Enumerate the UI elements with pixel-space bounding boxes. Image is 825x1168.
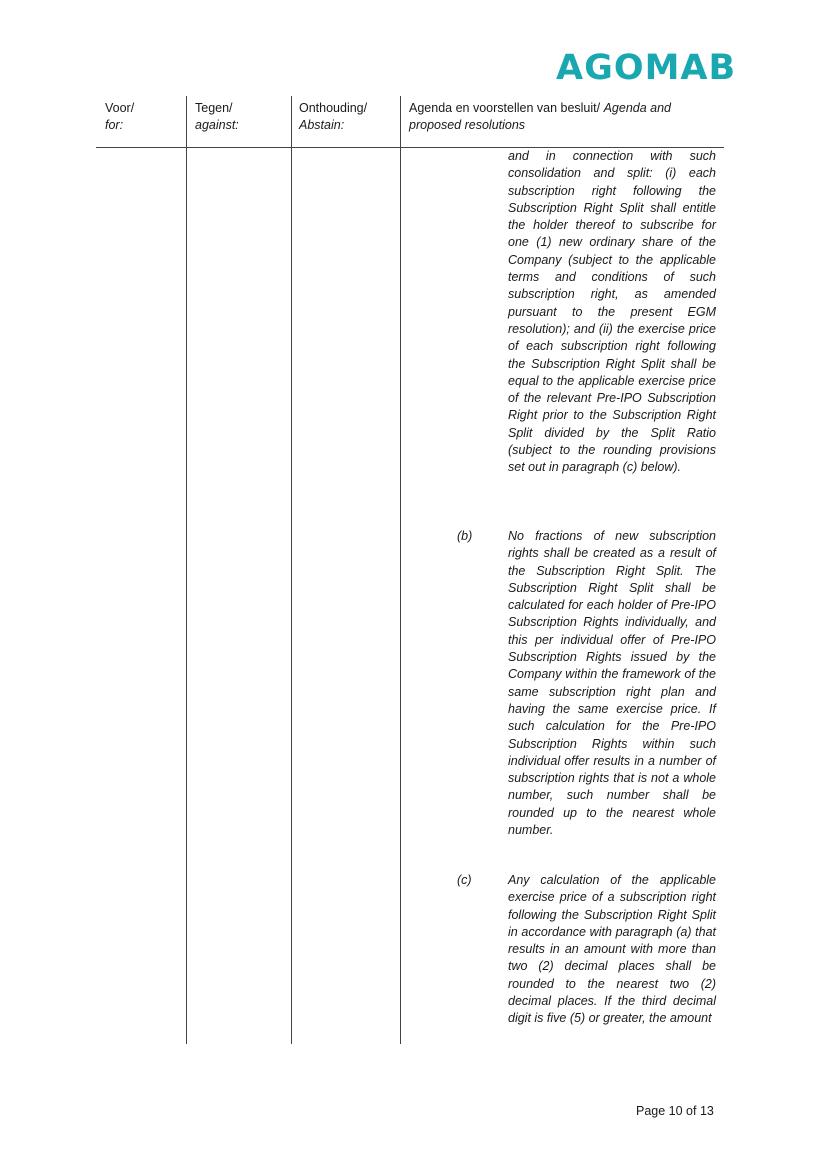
column-header-for-nl: Voor/ (105, 101, 135, 115)
column-header-abstain (299, 100, 367, 134)
company-logo: AGOMAB (556, 48, 737, 88)
page-number: Page 10 of 13 (636, 1104, 714, 1118)
paragraph-marker-c: (c) (457, 873, 472, 887)
column-header-abstain-nl: Onthouding/ (299, 101, 368, 115)
column-divider (186, 96, 187, 1044)
resolution-paragraph-continued: and in connection with such consolidation and split: (i) each subscription right following the Subscription Right Split shall entitle the holder thereof to subscribe for one (1) new ordinary share of the Company (subject to the applicable terms and conditions of such subscription right, as amended pursuant to the present EGM resolution); and (ii) the exercise price of each subscription right following the Subscription Right Split shall be equal to the applicable exercise price of the relevant Pre-IPO Subscription Right prior to the Subscription Right Split divided by the Split Ratio (subject to the rounding provisions set out in paragraph (c) below). (508, 149, 716, 475)
column-divider (400, 96, 401, 1044)
paragraph-marker-b: (b) (457, 529, 473, 543)
column-header-agenda-en: Agenda and proposed resolutions (409, 101, 672, 132)
column-header-for (105, 100, 134, 134)
column-header-against-nl: Tegen/ (195, 101, 233, 115)
resolution-paragraph-b: No fractions of new subscription rights shall be created as a result of the Subscription Right Split. The Subscription Right Split shall be calculated for each holder of Pre-IPO Subscription Rights individually, and this per individual offer of Pre-IPO Subscription Rights issued by the Company within the framework of the same subscription right plan and having the same exercise price. If such calculation for the Pre-IPO Subscription Rights within such individual offer results in a number of subscription rights that is not a whole number, such number shall be rounded up to the nearest whole number. (508, 529, 716, 838)
resolution-paragraph-c: Any calculation of the applicable exercise price of a subscription right following the Subscription Right Split in accordance with paragraph (a) that results in an amount with more than two (2) decimal places shall be rounded to the nearest two (2) decimal places. If the third decimal digit is five (5) or greater, the amount (508, 873, 716, 1026)
column-header-for-en: for: (105, 118, 124, 132)
column-header-abstain-en: Abstain: (299, 118, 345, 132)
column-header-agenda (409, 100, 714, 134)
column-divider (291, 96, 292, 1044)
column-header-agenda-nl: Agenda en voorstellen van besluit/ (409, 101, 604, 115)
column-header-against-en: against: (195, 118, 239, 132)
column-header-against (195, 100, 239, 134)
